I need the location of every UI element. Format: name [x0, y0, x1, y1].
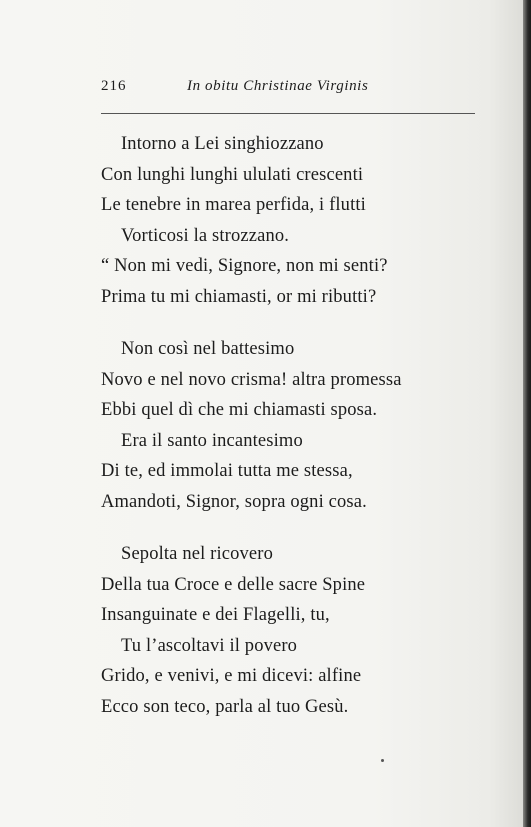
stanza [101, 334, 501, 517]
poem-line: “ Non mi vedi, Signore, non mi senti? [101, 256, 388, 276]
poem-line: Della tua Croce e delle sacre Spine [101, 574, 366, 595]
poem-line: Prima tu mi chiamasti, or mi ributti? [101, 286, 377, 307]
poem-line: Amandoti, Signor, sopra ogni cosa. [101, 491, 367, 512]
header-rule [101, 113, 475, 114]
poem-line: Non così nel battesimo [121, 339, 295, 359]
running-title: In obitu Christinae Virginis [187, 78, 369, 94]
poem-line: Era il santo incantesimo [121, 430, 303, 451]
page-edge-shadow [523, 0, 531, 827]
poem-line: Sepolta nel ricovero [121, 544, 273, 564]
poem-line: Con lunghi lunghi ululati crescenti [101, 164, 364, 185]
page-number: 216 [101, 78, 127, 94]
poem-line: Intorno a Lei singhiozzano [121, 134, 324, 154]
page-header [101, 78, 481, 100]
poem-line: Grido, e venivi, e mi dicevi: alfine [101, 666, 362, 686]
poem-line: Ebbi quel dì che mi chiamasti sposa. [101, 400, 378, 420]
poem-body [101, 129, 501, 744]
poem-line: Tu l’ascoltavi il povero [121, 635, 298, 656]
poem-line: Ecco son teco, parla al tuo Gesù. [101, 696, 349, 717]
poem-line: Vorticosi la strozzano. [121, 225, 290, 246]
poem-line: Di te, ed immolai tutta me stessa, [101, 461, 353, 481]
poem-line: Novo e nel novo crisma! altra promessa [101, 369, 402, 390]
stanza [101, 539, 501, 722]
print-speck [381, 759, 384, 762]
poem-line: Insanguinate e dei Flagelli, tu, [101, 605, 330, 625]
stanza [101, 129, 501, 312]
poem-line: Le tenebre in marea perfida, i flutti [101, 195, 366, 215]
